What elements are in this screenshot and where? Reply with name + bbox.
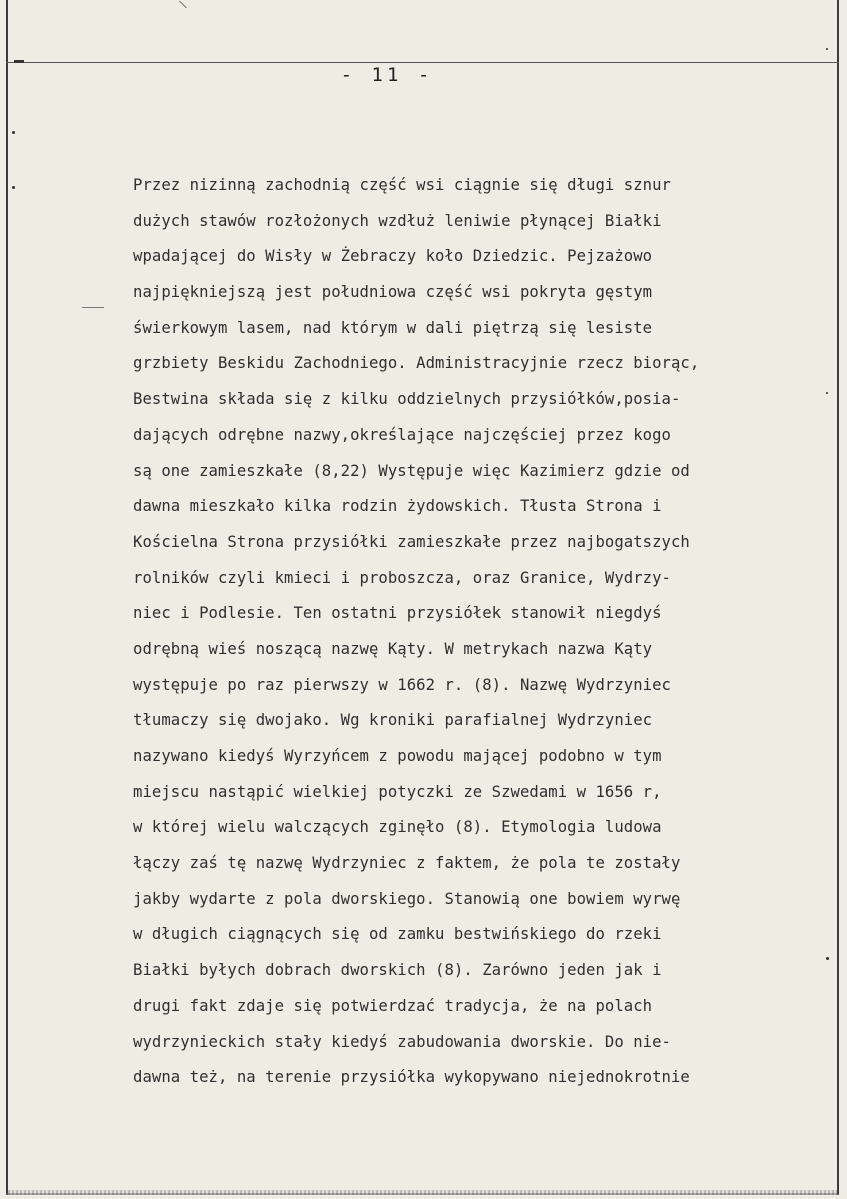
scan-speck xyxy=(12,131,15,134)
scan-speck xyxy=(826,957,829,960)
margin-mark xyxy=(82,307,104,308)
text-line: w długich ciągnących się od zamku bestwińskiego do rzeki xyxy=(133,925,662,944)
text-line: dużych stawów rozłożonych wzdłuż leniwie płynącej Białki xyxy=(133,211,662,230)
text-line: Przez nizinną zachodnią część wsi ciągnie się długi sznur xyxy=(133,176,671,194)
text-line: Bestwina składa się z kilku oddzielnych przysiółków,posia- xyxy=(133,390,681,409)
text-line: dawna też, na terenie przysiółka wykopywano niejednokrotnie xyxy=(133,1068,690,1087)
scan-edge xyxy=(8,1190,837,1195)
text-line: drugi fakt zdaje się potwierdzać tradycja, że na polach xyxy=(133,996,653,1015)
scan-speck xyxy=(826,48,828,50)
body-text xyxy=(133,168,773,1096)
scan-speck xyxy=(826,392,828,394)
text-line: dawna mieszkało kilka rodzin żydowskich. Tłusta Strona i xyxy=(133,497,662,516)
text-line: dających odrębne nazwy,określające najczęściej przez kogo xyxy=(133,425,671,444)
text-line: miejscu nastąpić wielkiej potyczki ze Szwedami w 1656 r, xyxy=(133,782,662,801)
text-line: w której wielu walczących zginęło (8). Etymologia ludowa xyxy=(133,818,662,837)
text-line: niec i Podlesie. Ten ostatni przysiółek stanowił niegdyś xyxy=(133,604,662,623)
text-line: grzbiety Beskidu Zachodniego. Administracyjnie rzecz biorąc, xyxy=(133,354,700,373)
top-rule-mark xyxy=(14,60,24,63)
text-line: odrębną wieś noszącą nazwę Kąty. W metrykach nazwa Kąty xyxy=(133,639,653,658)
text-line: wydrzynieckich stały kiedyś zabudowania dworskie. Do nie- xyxy=(133,1032,671,1051)
text-line: rolników czyli kmieci i proboszcza, oraz Granice, Wydrzy- xyxy=(133,568,671,587)
text-line: jakby wydarte z pola dworskiego. Stanowią one bowiem wyrwę xyxy=(133,889,681,908)
top-rule xyxy=(6,62,839,63)
text-line: świerkowym lasem, nad którym w dali piętrzą się lesiste xyxy=(133,318,653,337)
text-line: są one zamieszkałe (8,22) Występuje więc Kazimierz gdzie od xyxy=(133,461,690,480)
text-line: Białki byłych dobrach dworskich (8). Zarówno jeden jak i xyxy=(133,961,662,980)
text-line: wpadającej do Wisły w Żebraczy koło Dziedzic. Pejzażowo xyxy=(133,247,653,266)
page-number: - 11 - xyxy=(340,64,434,86)
text-line: występuje po raz pierwszy w 1662 r. (8). Nazwę Wydrzyniec xyxy=(133,675,671,694)
text-line: tłumaczy się dwojako. Wg kroniki parafialnej Wydrzyniec xyxy=(133,711,653,730)
text-line: najpiękniejszą jest południowa część wsi pokryta gęstym xyxy=(133,283,653,302)
text-line: Kościelna Strona przysiółki zamieszkałe przez najbogatszych xyxy=(133,532,690,551)
scan-speck xyxy=(12,186,15,189)
text-line: łączy zaś tę nazwę Wydrzyniec z faktem, że pola te zostały xyxy=(133,854,681,873)
text-line: nazywano kiedyś Wyrzyńcem z powodu mającej podobno w tym xyxy=(133,747,662,765)
